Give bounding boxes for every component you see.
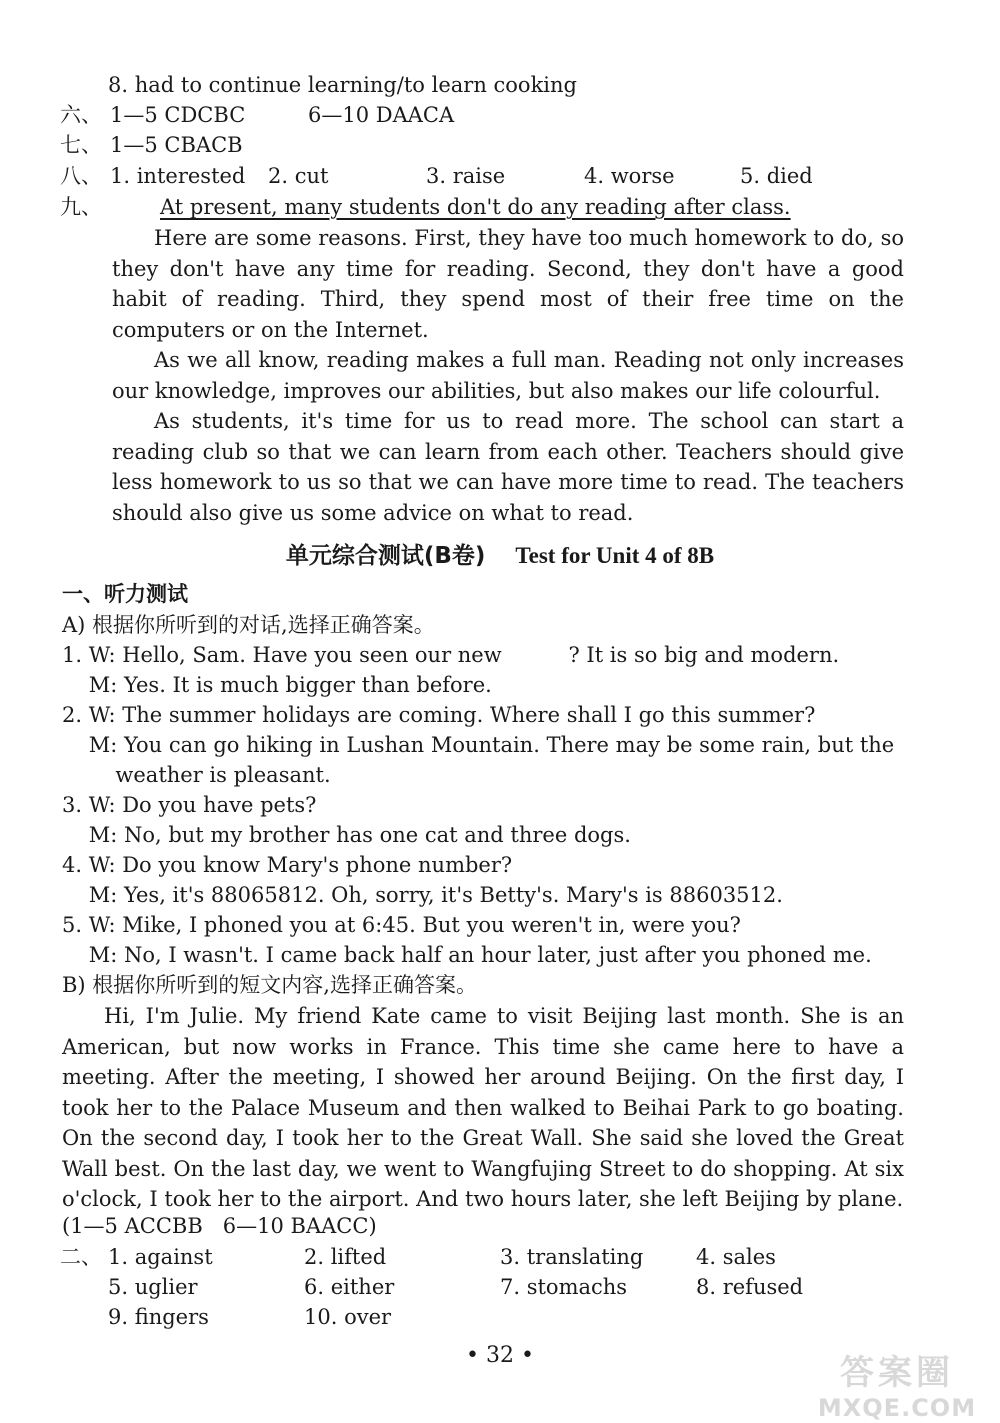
dialogue-line: M: Yes. It is much bigger than before. — [62, 673, 492, 697]
section-9-label: 九、 — [60, 195, 102, 219]
section-6-answers-a: 1—5 CDCBC — [110, 103, 246, 127]
passage-answers: (1—5 ACCBB 6—10 BAACC) — [62, 1214, 377, 1238]
section-7 — [60, 130, 243, 160]
section-2-item: 6. either — [304, 1275, 395, 1299]
essay-paragraph: Here are some reasons. First, they have too much homework to do, so they don't have any time for reading. Second, they don't have a good habit of reading. Third, they spend most of their free time on the computers or on the Internet. — [112, 226, 904, 342]
section-6-label: 六、 — [60, 103, 102, 127]
section-6-answers-b: 6—10 DAACA — [308, 103, 455, 127]
unit-title-en: Test for Unit 4 of 8B — [515, 543, 715, 568]
section-8-item: 2. cut — [268, 164, 329, 188]
passage-text: Hi, I'm Julie. My friend Kate came to visit Beijing last month. She is an American, but now works in France. This time she came here to have a meeting. After the meeting, I showed her around Beijing. On the first day, I took her to the Palace Museum and then walked to Beihai Park to go boating. On the second day, I took her to the Great Wall. She said she loved the Great Wall best. On the last day, we went to Wangfujing Street to do shopping. At six o'clock, I took her to the airport. And two hours later, she left Beijing by plane. — [62, 1004, 904, 1211]
section-2-label: 二、 — [60, 1245, 102, 1269]
section-8-label: 八、 — [60, 164, 102, 188]
section-1-title: 一、听力测试 — [62, 582, 188, 606]
prev-item-8: 8. had to continue learning/to learn cooking — [108, 73, 577, 97]
unit-title-cn: 单元综合测试(B卷) — [285, 543, 486, 569]
unit-heading — [0, 537, 1000, 570]
essay-title: At present, many students don't do any reading after class. — [160, 195, 791, 219]
dialogue-line: 4. W: Do you know Mary's phone number? — [62, 853, 513, 877]
section-2 — [60, 1242, 920, 1272]
section-2-item: 5. uglier — [108, 1275, 198, 1299]
watermark-text-bottom: MXQE.COM — [817, 1394, 977, 1422]
section-8 — [60, 161, 920, 191]
section-2-item: 3. translating — [500, 1245, 644, 1269]
part-b-instruction: B) 根据你所听到的短文内容,选择正确答案。 — [62, 973, 477, 997]
essay-body — [112, 223, 904, 528]
section-7-label: 七、 — [60, 133, 102, 157]
section-2-item: 9. fingers — [108, 1305, 209, 1329]
dialogue-line: 1. W: Hello, Sam. Have you seen our new ? It is so big and modern. — [62, 643, 840, 667]
dialogue-line: M: Yes, it's 88065812. Oh, sorry, it's Betty's. Mary's is 88603512. — [62, 883, 783, 907]
section-2-item: 8. refused — [696, 1275, 804, 1299]
section-9 — [60, 192, 791, 222]
page-number: • 32 • — [466, 1343, 534, 1368]
essay-paragraph: As we all know, reading makes a full man. Reading not only increases our knowledge, improves our abilities, but also makes our life colourful. — [112, 348, 904, 403]
dialogue-line: M: No, but my brother has one cat and three dogs. — [62, 823, 631, 847]
essay-paragraph: As students, it's time for us to read more. The school can start a reading club so that we can learn from each other. Teachers should give less homework to us so that we can have more time to read. The teachers should also give us some advice on what to read. — [112, 409, 904, 525]
dialogue-line: M: No, I wasn't. I came back half an hour later, just after you phoned me. — [62, 943, 872, 967]
section-8-item: 4. worse — [584, 164, 675, 188]
dialogue-line: M: You can go hiking in Lushan Mountain. There may be some rain, but the — [62, 733, 895, 757]
section-2-item: 4. sales — [696, 1245, 776, 1269]
watermark-text-top: 答案圈 — [840, 1353, 954, 1393]
section-6 — [60, 100, 455, 130]
section-7-answers: 1—5 CBACB — [110, 133, 243, 157]
dialogue-line: 2. W: The summer holidays are coming. Where shall I go this summer? — [62, 703, 816, 727]
listening-passage — [62, 1001, 904, 1215]
watermark-logo — [802, 1345, 992, 1422]
dialogue-line: 3. W: Do you have pets? — [62, 793, 317, 817]
section-8-item: 5. died — [740, 164, 813, 188]
dialogue-line: 5. W: Mike, I phoned you at 6:45. But you weren't in, were you? — [62, 913, 741, 937]
section-2-item: 10. over — [304, 1305, 392, 1329]
dialogue-line: weather is pleasant. — [62, 763, 331, 787]
part-a-instruction: A) 根据你所听到的对话,选择正确答案。 — [62, 613, 435, 637]
section-2-item: 1. against — [108, 1245, 213, 1269]
section-8-item: 1. interested — [110, 164, 246, 188]
section-2-item: 2. lifted — [304, 1245, 387, 1269]
section-2-item: 7. stomachs — [500, 1275, 628, 1299]
section-8-item: 3. raise — [426, 164, 506, 188]
